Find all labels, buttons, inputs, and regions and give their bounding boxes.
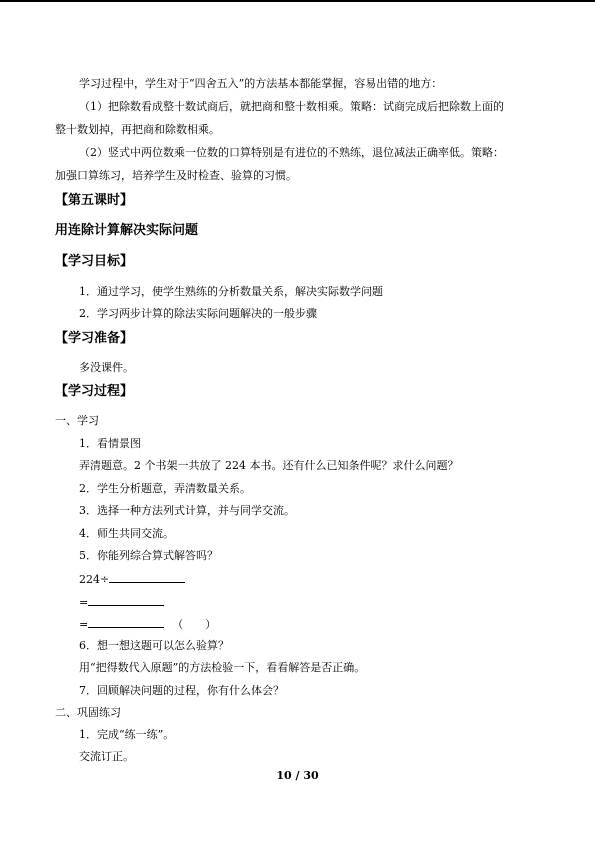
step-1-detail: 弄清题意。2 个书架一共放了 224 本书。还有什么已知条件呢？求什么问题？: [79, 459, 459, 472]
goal-item-2: 2．学习两步计算的除法实际问题解决的一般步骤: [79, 307, 317, 320]
answer-blank-2[interactable]: [88, 594, 164, 606]
header-rule: [0, 0, 595, 2]
section2-title: 二、巩固练习: [55, 706, 121, 719]
formula-start: 224÷: [79, 573, 110, 586]
equals-sign: =: [79, 618, 89, 631]
intro-paragraph-3a: （2）竖式中两位数乘一位数的口算特别是有进位的不熟练，退位减法正确率低。策略：: [79, 146, 504, 159]
formula-line-1: [79, 571, 185, 587]
intro-paragraph-3b: 加强口算练习，培养学生及时检查、验算的习惯。: [55, 169, 297, 182]
formula-line-3: [79, 616, 216, 632]
prep-text: 多没课件。: [79, 361, 134, 374]
section1-title: 一、学习: [55, 414, 99, 427]
step-6-detail: 用“把得数代入原题”的方法检验一下，看看解答是否正确。: [79, 661, 366, 674]
answer-blank-1[interactable]: [109, 571, 185, 583]
intro-paragraph-2a: （1）把除数看成整十数试商后，就把商和整十数相乘。策略：试商完成后把除数上面的: [79, 100, 504, 113]
formula-line-2: [79, 594, 164, 610]
unit-paren: （ ）: [172, 618, 217, 631]
practice-step-1-detail: 交流订正。: [79, 750, 134, 763]
step-7: 7．回顾解决问题的过程，你有什么体会？: [79, 684, 284, 697]
step-4: 4．师生共同交流。: [79, 527, 174, 540]
step-2: 2．学生分析题意，弄清数量关系。: [79, 482, 251, 495]
step-1: 1．看情景图: [79, 437, 141, 450]
lesson-title: 用连除计算解决实际问题: [55, 223, 199, 238]
equals-sign: =: [79, 596, 89, 609]
step-5: 5．你能列综合算式解答吗？: [79, 549, 218, 562]
step-6: 6．想一想这题可以怎么验算？: [79, 639, 229, 652]
goal-item-1: 1．通过学习，使学生熟练的分析数量关系，解决实际数学问题: [79, 285, 383, 298]
page-number: 10 / 30: [276, 769, 319, 782]
answer-blank-3[interactable]: [88, 616, 164, 628]
intro-paragraph-2b: 整十数划掉，再把商和除数相乘。: [55, 123, 220, 136]
intro-paragraph-1: 学习过程中，学生对于“四舍五入”的方法基本都能掌握，容易出错的地方：: [79, 77, 443, 90]
process-heading: 【学习过程】: [55, 384, 134, 399]
step-3: 3．选择一种方法列式计算，并与同学交流。: [79, 504, 295, 517]
practice-step-1: 1．完成“练一练”。: [79, 728, 175, 741]
lesson-heading: 【第五课时】: [55, 193, 134, 208]
prep-heading: 【学习准备】: [55, 331, 134, 346]
goals-heading: 【学习目标】: [55, 254, 134, 269]
